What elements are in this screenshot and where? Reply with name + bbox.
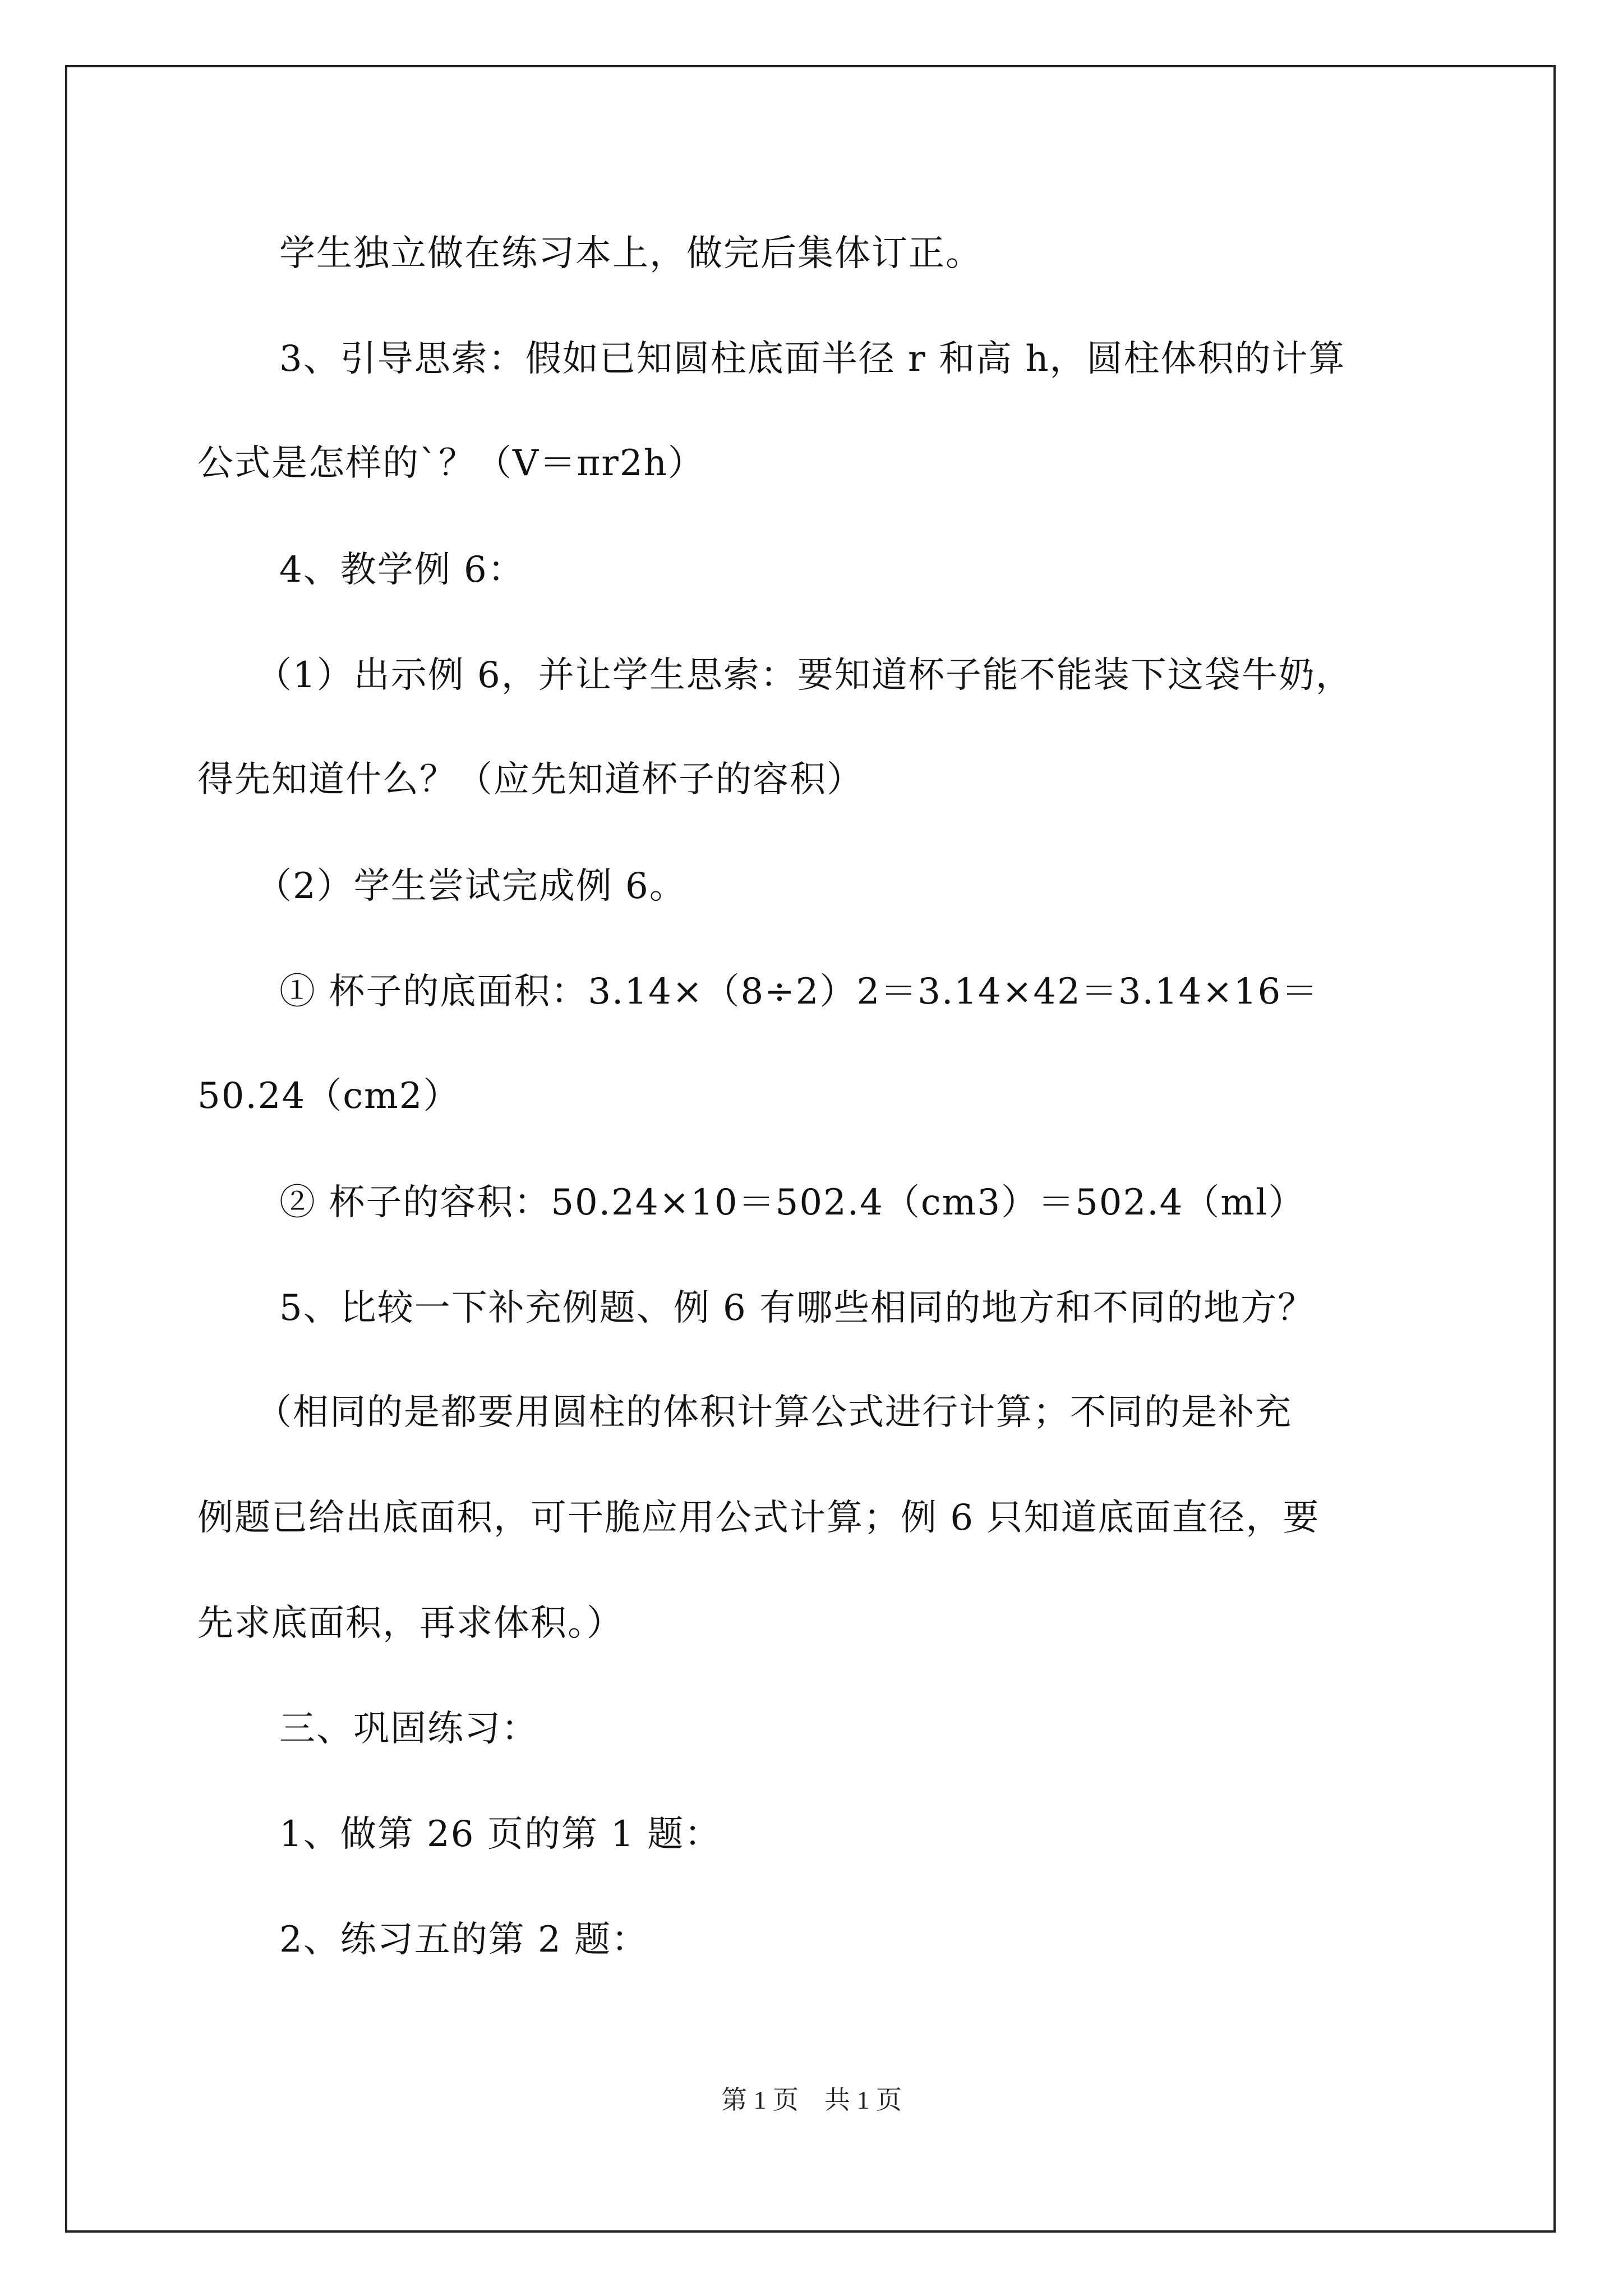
paragraph-line: 先求底面积，再求体积。） <box>197 1603 624 1644</box>
page-number-total: 共 1 页 <box>824 2086 902 2114</box>
paragraph-line: 1、做第 26 页的第 1 题： <box>279 1814 722 1855</box>
page-number-current: 第 1 页 <box>721 2086 799 2114</box>
paragraph-line: 5、比较一下补充例题、例 6 有哪些相同的地方和不同的地方？ <box>279 1287 1315 1329</box>
paragraph-line: （2）学生尝试完成例 6。 <box>256 866 686 907</box>
paragraph-line: 例题已给出底面积，可干脆应用公式计算；例 6 只知道底面直径，要 <box>197 1497 1320 1539</box>
paragraph-line: （1）出示例 6，并让学生思索：要知道杯子能不能装下这袋牛奶， <box>256 655 1353 696</box>
paragraph-line: ② 杯子的容积：50.24×10＝502.4（cm3）＝502.4（ml） <box>279 1182 1306 1223</box>
paragraph-line: 三、巩固练习： <box>279 1708 538 1750</box>
paragraph-line: 2、练习五的第 2 题： <box>279 1919 649 1961</box>
paragraph-line: ① 杯子的底面积：3.14×（8÷2）2＝3.14×42＝3.14×16＝ <box>279 971 1319 1013</box>
page-footer <box>0 2083 1623 2117</box>
paragraph-line: 50.24（cm2） <box>197 1075 460 1117</box>
paragraph-line: 得先知道什么？（应先知道杯子的容积） <box>197 759 864 800</box>
paragraph-line: （相同的是都要用圆柱的体积计算公式进行计算；不同的是补充 <box>256 1392 1292 1433</box>
paragraph-line: 学生独立做在练习本上，做完后集体订正。 <box>279 233 983 274</box>
page-border <box>65 65 1556 2233</box>
paragraph-line: 4、教学例 6： <box>279 549 525 591</box>
paragraph-line: 公式是怎样的`？（V＝πr2h） <box>197 443 705 484</box>
paragraph-line: 3、引导思索：假如已知圆柱底面半径 r 和高 h，圆柱体积的计算 <box>279 338 1346 380</box>
